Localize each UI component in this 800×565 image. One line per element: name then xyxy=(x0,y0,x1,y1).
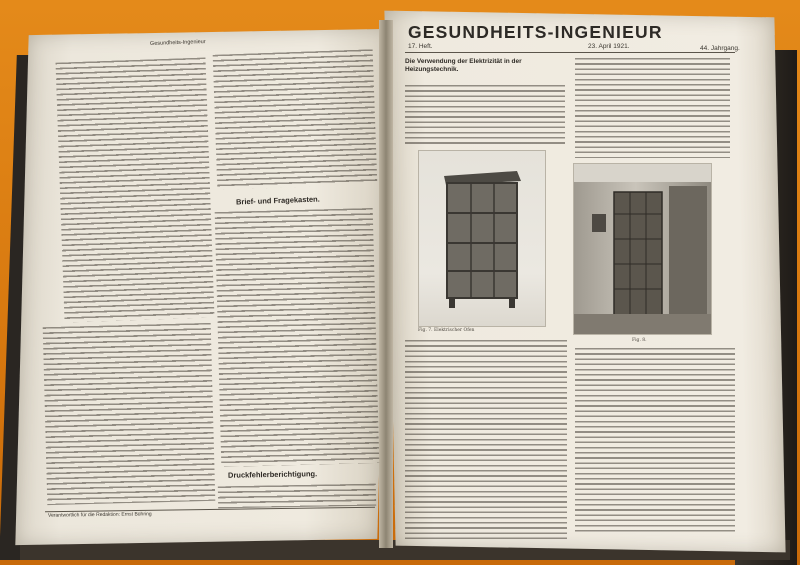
tiled-stove-illustration xyxy=(574,164,711,334)
left-section-heading: Brief- und Fragekasten. xyxy=(235,194,320,207)
figure-1-caption: Fig. 7. Elektrischer Ofen xyxy=(418,328,475,333)
left-text-column-2c xyxy=(218,484,376,509)
figure-2-photo xyxy=(573,163,712,335)
right-text-column-1b xyxy=(405,340,567,540)
book-gutter xyxy=(379,20,393,548)
left-text-column-1 xyxy=(56,57,215,322)
article-title: Die Verwendung der Elektrizität in der Heizungstechnik. xyxy=(405,58,522,73)
volume-number: 44. Jahrgang. xyxy=(700,45,740,52)
right-text-column-1 xyxy=(405,85,565,145)
cabinet-heater-illustration xyxy=(419,151,545,326)
journal-title: GESUNDHEITS-INGENIEUR xyxy=(408,22,663,42)
left-running-head: Gesundheits-Ingenieur xyxy=(149,39,206,47)
left-footer-line: Verantwortlich für die Redaktion: Ernst Bühring xyxy=(47,511,152,519)
left-text-column-2 xyxy=(213,49,378,190)
header-rule xyxy=(405,52,735,53)
left-correction-heading: Druckfehlerberichtigung. xyxy=(227,469,318,480)
right-text-column-2 xyxy=(575,58,730,158)
figure-2-caption: Fig. 8. xyxy=(632,338,647,343)
figure-1-photo xyxy=(418,150,546,327)
issue-number: 17. Heft. xyxy=(408,43,433,50)
left-text-column-1b xyxy=(43,323,216,505)
right-text-column-2b xyxy=(575,348,735,533)
left-text-column-2b xyxy=(215,208,380,467)
issue-date: 23. April 1921. xyxy=(588,43,630,50)
